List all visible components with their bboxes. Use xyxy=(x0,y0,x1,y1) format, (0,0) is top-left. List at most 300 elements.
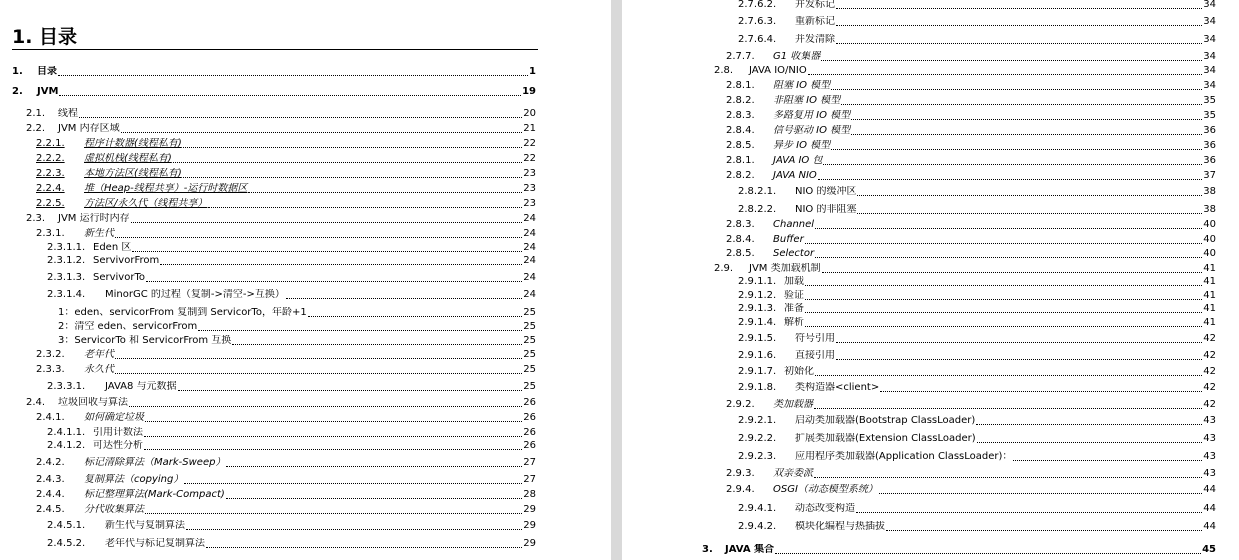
toc-entry-number: 2.4.1.2. xyxy=(47,440,86,451)
toc-entry-number: 2.8.2.1. xyxy=(738,186,777,197)
toc-entry-title: 标记整理算法(Mark-Compact) xyxy=(84,489,225,500)
toc-dot-leader xyxy=(815,374,1202,376)
toc-entry-title: Channel xyxy=(773,219,815,230)
toc-entry-title: 并发标记 xyxy=(795,0,835,10)
toc-entry-page: 26 xyxy=(523,412,536,423)
toc-entry[interactable] xyxy=(47,272,536,284)
toc-entry-title: 线程 xyxy=(58,108,78,119)
toc-entry-number: 2.8.5. xyxy=(726,248,755,259)
toc-entry-title: 1：eden、servicorFrom 复制到 ServicorTo，年龄+1 xyxy=(58,307,307,318)
toc-dot-leader xyxy=(815,227,1202,229)
toc-entry-title: 方法区/永久代（线程共享） xyxy=(84,198,208,209)
toc-entry-title: 阻塞 IO 模型 xyxy=(773,80,831,91)
toc-entry-title: 多路复用 IO 模型 xyxy=(773,110,851,121)
toc-entry-number: 2.8.1. xyxy=(726,80,755,91)
toc-entry-page: 24 xyxy=(523,242,536,253)
toc-entry[interactable] xyxy=(738,451,1216,463)
toc-entry-page: 24 xyxy=(523,272,536,283)
toc-entry-page: 34 xyxy=(1203,65,1216,76)
toc-dot-leader xyxy=(805,242,1203,244)
toc-entry-page: 42 xyxy=(1203,366,1216,377)
toc-entry-title: 本地方法区(线程私有) xyxy=(84,168,182,179)
toc-entry-page: 36 xyxy=(1203,140,1216,151)
toc-dot-leader xyxy=(1013,459,1202,461)
toc-entry-number: 2.8.2. xyxy=(726,170,755,181)
toc-dot-leader xyxy=(226,497,522,499)
toc-dot-leader xyxy=(186,528,522,530)
toc-entry-page: 41 xyxy=(1203,276,1216,287)
toc-entry-page: 41 xyxy=(1203,263,1216,274)
toc-entry[interactable] xyxy=(36,168,536,180)
toc-entry-number: 2.2.5. xyxy=(36,198,65,209)
toc-entry-title: MinorGC 的过程（复制->清空->互换） xyxy=(105,289,285,300)
toc-entry-title: 信号驱动 IO 模型 xyxy=(773,125,851,136)
toc-dot-leader xyxy=(131,221,523,223)
toc-entry-page: 21 xyxy=(523,123,536,134)
toc-dot-leader xyxy=(144,435,522,437)
toc-entry-title: 3：ServicorTo 和 ServicorFrom 互换 xyxy=(58,335,232,346)
toc-dot-leader xyxy=(831,88,1202,90)
toc-entry-title: 2：清空 eden、servicorFrom xyxy=(58,321,198,332)
toc-entry-number: 2.7.7. xyxy=(726,51,755,62)
toc-entry[interactable] xyxy=(738,186,1216,198)
toc-entry-number: 2.3.1. xyxy=(36,228,65,239)
toc-entry-number: 2.9.2.2. xyxy=(738,433,777,444)
toc-entry-page: 34 xyxy=(1203,51,1216,62)
toc-dot-leader xyxy=(823,163,1202,165)
toc-entry-number: 2.4.1.1. xyxy=(47,427,86,438)
toc-entry[interactable] xyxy=(726,110,1216,122)
toc-entry-title: 启动类加载器(Bootstrap ClassLoader) xyxy=(795,415,976,426)
toc-entry-number: 2.9.1.6. xyxy=(738,350,777,361)
toc-entry-page: 43 xyxy=(1203,433,1216,444)
toc-entry-number: 2.2.1. xyxy=(36,138,65,149)
toc-entry[interactable] xyxy=(714,65,1216,77)
toc-entry-page: 25 xyxy=(523,321,536,332)
toc-entry-page: 44 xyxy=(1203,503,1216,514)
toc-entry-number: 2.9.1.8. xyxy=(738,382,777,393)
toc-dot-leader xyxy=(879,492,1202,494)
toc-entry-title: 动态改变构造 xyxy=(795,503,855,514)
toc-dot-leader xyxy=(857,194,1202,196)
toc-entry-title: JAVA 集合 xyxy=(725,544,775,555)
toc-entry-title: 分代收集算法 xyxy=(84,504,144,515)
toc-dot-leader xyxy=(851,118,1202,120)
toc-entry-number: 2.2.3. xyxy=(36,168,65,179)
toc-entry[interactable] xyxy=(738,521,1216,533)
toc-entry-number: 2.3. xyxy=(26,213,46,224)
toc-entry-title: 引用计数法 xyxy=(93,427,143,438)
toc-entry[interactable] xyxy=(738,16,1216,28)
toc-entry[interactable] xyxy=(702,544,1216,556)
toc-dot-leader xyxy=(132,250,522,252)
toc-entry-title: 可达性分析 xyxy=(93,440,143,451)
toc-entry-title: G1 收集器 xyxy=(773,51,821,62)
toc-entry-number: 2.8.2.2. xyxy=(738,204,777,215)
toc-entry-number: 2.4.2. xyxy=(36,457,65,468)
toc-entry-title: 扩展类加载器(Extension ClassLoader) xyxy=(795,433,976,444)
toc-dot-leader xyxy=(145,512,522,514)
toc-entry-title: Eden 区 xyxy=(93,242,132,253)
toc-entry[interactable] xyxy=(738,0,1216,11)
toc-entry-page: 20 xyxy=(523,108,536,119)
toc-entry[interactable] xyxy=(738,290,1216,302)
toc-entry[interactable] xyxy=(36,364,536,376)
toc-entry[interactable] xyxy=(36,138,536,150)
toc-dot-leader xyxy=(805,284,1202,286)
toc-entry-title: JAVA IO 包 xyxy=(773,155,823,166)
toc-entry[interactable] xyxy=(726,80,1216,92)
toc-entry-title: 准备 xyxy=(784,303,804,314)
toc-entry-number: 2.8. xyxy=(714,65,734,76)
toc-entry[interactable] xyxy=(36,504,536,516)
toc-entry-number: 2.4.5.2. xyxy=(47,538,86,549)
toc-entry-title: 堆（Heap-线程共享）-运行时数据区 xyxy=(84,183,248,194)
toc-entry[interactable] xyxy=(738,382,1216,394)
toc-entry-page: 25 xyxy=(523,307,536,318)
toc-entry-number: 2.9.3. xyxy=(726,468,755,479)
toc-entry-page: 26 xyxy=(523,427,536,438)
toc-entry-title: JAVA IO/NIO xyxy=(749,65,807,76)
toc-entry-page: 34 xyxy=(1203,0,1216,10)
toc-dot-leader xyxy=(173,161,522,163)
toc-entry-page: 28 xyxy=(523,489,536,500)
toc-entry[interactable] xyxy=(738,317,1216,329)
toc-entry-title: ServivorTo xyxy=(93,272,145,283)
toc-entry-number: 2.3.1.1. xyxy=(47,242,86,253)
toc-dot-leader xyxy=(886,529,1202,531)
toc-entry-number: 2.4.1. xyxy=(36,412,65,423)
toc-entry-page: 27 xyxy=(523,474,536,485)
toc-entry-page: 35 xyxy=(1203,95,1216,106)
toc-dot-leader xyxy=(977,441,1203,443)
toc-entry-page: 29 xyxy=(523,504,536,515)
toc-dot-leader xyxy=(183,176,522,178)
toc-entry-page: 42 xyxy=(1203,382,1216,393)
toc-entry-number: 2.4.5. xyxy=(36,504,65,515)
toc-dot-leader xyxy=(232,343,522,345)
toc-dot-leader xyxy=(836,42,1202,44)
toc-entry-title: JVM 类加载机制 xyxy=(749,263,821,274)
toc-dot-leader xyxy=(805,325,1202,327)
toc-entry[interactable] xyxy=(47,289,536,301)
toc-entry[interactable] xyxy=(726,95,1216,107)
toc-entry-page: 41 xyxy=(1203,290,1216,301)
toc-entry-title: Selector xyxy=(773,248,815,259)
toc-entry-page: 41 xyxy=(1203,303,1216,314)
toc-dot-leader xyxy=(58,74,528,76)
toc-entry[interactable] xyxy=(738,333,1216,345)
toc-entry[interactable] xyxy=(714,263,1216,275)
toc-entry-title: 验证 xyxy=(784,290,804,301)
toc-entry-number: 3. xyxy=(702,544,713,555)
toc-entry-page: 42 xyxy=(1203,333,1216,344)
toc-entry[interactable] xyxy=(726,140,1216,152)
toc-entry-title: 非阻塞 IO 模型 xyxy=(773,95,841,106)
toc-entry-number: 2.9.1.3. xyxy=(738,303,777,314)
toc-entry[interactable] xyxy=(47,520,536,532)
toc-entry-title: 类构造器<client> xyxy=(795,382,880,393)
toc-dot-leader xyxy=(814,476,1202,478)
toc-entry[interactable] xyxy=(726,51,1216,63)
toc-entry-page: 1 xyxy=(529,66,536,77)
toc-entry-title: 双亲委派 xyxy=(773,468,813,479)
toc-dot-leader xyxy=(821,59,1202,61)
toc-entry-page: 27 xyxy=(523,457,536,468)
toc-entry[interactable] xyxy=(47,538,536,550)
toc-entry-number: 2.9.1.5. xyxy=(738,333,777,344)
toc-dot-leader xyxy=(841,103,1202,105)
toc-entry[interactable] xyxy=(738,303,1216,315)
toc-entry-title: 虚拟机栈(线程私有) xyxy=(84,153,172,164)
toc-dot-leader xyxy=(198,329,522,331)
toc-entry[interactable] xyxy=(36,412,536,424)
toc-dot-leader xyxy=(818,178,1202,180)
toc-dot-leader xyxy=(121,131,523,133)
toc-entry-title: 标记清除算法（Mark-Sweep） xyxy=(84,457,226,468)
toc-entry-page: 35 xyxy=(1203,110,1216,121)
toc-entry-page: 23 xyxy=(523,183,536,194)
toc-entry-page: 40 xyxy=(1203,248,1216,259)
toc-entry-title: 初始化 xyxy=(784,366,814,377)
toc-entry[interactable] xyxy=(726,484,1216,496)
toc-entry[interactable] xyxy=(726,170,1216,182)
toc-entry-page: 42 xyxy=(1203,399,1216,410)
toc-entry[interactable] xyxy=(36,198,536,210)
toc-entry[interactable] xyxy=(726,155,1216,167)
toc-dot-leader xyxy=(308,315,523,317)
toc-entry-number: 2.9.1.4. xyxy=(738,317,777,328)
toc-entry-number: 2.3.3. xyxy=(36,364,65,375)
toc-dot-leader xyxy=(836,341,1202,343)
toc-entry-page: 36 xyxy=(1203,125,1216,136)
toc-entry[interactable] xyxy=(58,335,536,347)
toc-entry[interactable] xyxy=(58,307,536,319)
toc-entry[interactable] xyxy=(726,219,1216,231)
toc-entry-page: 26 xyxy=(523,440,536,451)
toc-entry-number: 2.3.1.3. xyxy=(47,272,86,283)
toc-dot-leader xyxy=(775,552,1201,554)
toc-entry[interactable] xyxy=(738,204,1216,216)
toc-entry[interactable] xyxy=(47,381,536,393)
toc-dot-leader xyxy=(145,420,522,422)
toc-dot-leader xyxy=(115,236,522,238)
toc-entry-page: 24 xyxy=(523,228,536,239)
toc-entry-page: 26 xyxy=(523,397,536,408)
toc-entry-number: 2.4.3. xyxy=(36,474,65,485)
toc-entry[interactable] xyxy=(36,489,536,501)
toc-entry-number: 2.9.1.1. xyxy=(738,276,777,287)
toc-entry-title: OSGI（动态模型系统） xyxy=(773,484,878,495)
toc-entry-number: 2.8.4. xyxy=(726,125,755,136)
toc-dot-leader xyxy=(115,372,522,374)
toc-entry-number: 2.8.4. xyxy=(726,234,755,245)
toc-entry[interactable] xyxy=(738,433,1216,445)
toc-entry[interactable] xyxy=(58,321,536,333)
toc-dot-leader xyxy=(851,133,1202,135)
toc-dot-leader xyxy=(129,405,522,407)
toc-entry-number: 2.3.2. xyxy=(36,349,65,360)
toc-dot-leader xyxy=(115,357,522,359)
toc-entry-page: 23 xyxy=(523,168,536,179)
toc-dot-leader xyxy=(836,7,1202,9)
toc-dot-leader xyxy=(146,280,522,282)
toc-dot-leader xyxy=(178,389,523,391)
toc-entry-page: 29 xyxy=(523,538,536,549)
toc-entry[interactable] xyxy=(47,440,536,452)
toc-entry[interactable] xyxy=(26,108,536,120)
toc-entry-number: 2.9.1.7. xyxy=(738,366,777,377)
toc-dot-leader xyxy=(805,298,1202,300)
toc-entry[interactable] xyxy=(26,123,536,135)
toc-entry-page: 24 xyxy=(523,213,536,224)
toc-entry[interactable] xyxy=(26,397,536,409)
toc-entry-title: 垃圾回收与算法 xyxy=(58,397,128,408)
toc-entry-title: 类加载器 xyxy=(773,399,813,410)
toc-entry[interactable] xyxy=(726,468,1216,480)
toc-entry[interactable] xyxy=(738,366,1216,378)
toc-entry-page: 34 xyxy=(1203,16,1216,27)
toc-entry-title: 符号引用 xyxy=(795,333,835,344)
toc-entry[interactable] xyxy=(36,474,536,486)
toc-entry-title: JVM xyxy=(37,86,59,97)
toc-dot-leader xyxy=(831,148,1202,150)
toc-dot-leader xyxy=(286,297,522,299)
toc-entry-number: 2.4.4. xyxy=(36,489,65,500)
toc-entry-number: 2.2.2. xyxy=(36,153,65,164)
toc-entry-page: 34 xyxy=(1203,34,1216,45)
toc-entry-number: 2.1. xyxy=(26,108,46,119)
toc-entry-page: 38 xyxy=(1203,204,1216,215)
toc-dot-leader xyxy=(880,390,1202,392)
toc-entry-title: ServivorFrom xyxy=(93,255,160,266)
toc-entry-page: 19 xyxy=(522,86,536,97)
toc-entry-page: 40 xyxy=(1203,219,1216,230)
toc-dot-leader xyxy=(183,146,522,148)
toc-entry-number: 2.2. xyxy=(26,123,46,134)
toc-entry-number: 2.8.3. xyxy=(726,110,755,121)
toc-entry[interactable] xyxy=(26,213,536,225)
toc-entry[interactable] xyxy=(726,125,1216,137)
toc-entry-title: 应用程序类加载器(Application ClassLoader)： xyxy=(795,451,1013,462)
toc-entry[interactable] xyxy=(47,242,536,254)
toc-dot-leader xyxy=(184,482,522,484)
toc-entry-number: 2.9. xyxy=(714,263,734,274)
left-page xyxy=(0,0,611,560)
toc-entry-number: 2.9.2. xyxy=(726,399,755,410)
toc-entry[interactable] xyxy=(47,255,536,267)
toc-entry-number: 2.7.6.4. xyxy=(738,34,777,45)
toc-entry-number: 2.4. xyxy=(26,397,46,408)
toc-entry-number: 2.9.2.3. xyxy=(738,451,777,462)
toc-entry-number: 2.3.3.1. xyxy=(47,381,86,392)
toc-entry-number: 2.7.6.3. xyxy=(738,16,777,27)
toc-entry-number: 2. xyxy=(12,86,23,97)
toc-entry-page: 38 xyxy=(1203,186,1216,197)
toc-dot-leader xyxy=(160,263,522,265)
toc-entry-number: 2.3.1.2. xyxy=(47,255,86,266)
toc-entry-title: 并发清除 xyxy=(795,34,835,45)
toc-entry-title: JAVA NIO xyxy=(773,170,817,181)
toc-entry-number: 2.9.4.2. xyxy=(738,521,777,532)
toc-entry[interactable] xyxy=(36,228,536,240)
toc-entry-page: 24 xyxy=(523,255,536,266)
toc-dot-leader xyxy=(208,206,522,208)
toc-entry-number: 1. xyxy=(12,66,23,77)
toc-dot-leader xyxy=(226,465,522,467)
toc-entry-title: 目录 xyxy=(37,66,57,77)
toc-entry-title: 异步 IO 模型 xyxy=(773,140,831,151)
toc-entry[interactable] xyxy=(47,427,536,439)
toc-entry[interactable] xyxy=(12,86,536,98)
toc-entry-title: 永久代 xyxy=(84,364,114,375)
toc-entry-page: 44 xyxy=(1203,521,1216,532)
toc-entry[interactable] xyxy=(36,183,536,195)
toc-dot-leader xyxy=(976,423,1202,425)
toc-entry-page: 25 xyxy=(523,349,536,360)
toc-entry-page: 36 xyxy=(1203,155,1216,166)
toc-dot-leader xyxy=(836,358,1202,360)
right-page xyxy=(622,0,1239,560)
toc-entry-page: 22 xyxy=(523,153,536,164)
page-divider xyxy=(611,0,622,560)
toc-entry-title: 加载 xyxy=(784,276,804,287)
toc-entry[interactable] xyxy=(738,34,1216,46)
toc-entry-number: 2.3.1.4. xyxy=(47,289,86,300)
toc-entry-page: 25 xyxy=(523,364,536,375)
toc-entry-title: 新生代与复制算法 xyxy=(105,520,185,531)
toc-entry-page: 37 xyxy=(1203,170,1216,181)
toc-entry[interactable] xyxy=(726,399,1216,411)
toc-entry[interactable] xyxy=(12,66,536,78)
toc-entry-title: 重新标记 xyxy=(795,16,835,27)
toc-entry-page: 45 xyxy=(1202,544,1216,555)
toc-entry-title: 老年代 xyxy=(84,349,114,360)
toc-entry-number: 2.9.4. xyxy=(726,484,755,495)
toc-entry-title: 老年代与标记复制算法 xyxy=(105,538,205,549)
toc-entry-title: 解析 xyxy=(784,317,804,328)
toc-entry[interactable] xyxy=(36,153,536,165)
toc-entry[interactable] xyxy=(738,503,1216,515)
toc-entry[interactable] xyxy=(726,248,1216,260)
toc-dot-leader xyxy=(805,311,1202,313)
toc-dot-leader xyxy=(857,212,1202,214)
toc-entry[interactable] xyxy=(738,415,1216,427)
toc-entry-page: 43 xyxy=(1203,415,1216,426)
toc-entry[interactable] xyxy=(726,234,1216,246)
toc-dot-leader xyxy=(144,448,522,450)
toc-entry-title: JVM 内存区域 xyxy=(58,123,120,134)
toc-entry-page: 25 xyxy=(523,381,536,392)
toc-entry[interactable] xyxy=(36,349,536,361)
toc-entry-page: 43 xyxy=(1203,468,1216,479)
toc-entry-number: 2.4.5.1. xyxy=(47,520,86,531)
toc-entry[interactable] xyxy=(738,276,1216,288)
toc-entry-title: 程序计数器(线程私有) xyxy=(84,138,182,149)
toc-entry[interactable] xyxy=(738,350,1216,362)
toc-entry[interactable] xyxy=(36,457,536,469)
toc-entry-title: 直接引用 xyxy=(795,350,835,361)
toc-entry-page: 41 xyxy=(1203,317,1216,328)
toc-entry-title: NIO 的缓冲区 xyxy=(795,186,857,197)
toc-dot-leader xyxy=(79,116,522,118)
toc-entry-page: 25 xyxy=(523,335,536,346)
toc-entry-page: 42 xyxy=(1203,350,1216,361)
toc-heading: 1. 目录 xyxy=(12,26,538,50)
toc-dot-leader xyxy=(248,191,522,193)
toc-entry-number: 2.8.5. xyxy=(726,140,755,151)
toc-entry-title: 新生代 xyxy=(84,228,114,239)
